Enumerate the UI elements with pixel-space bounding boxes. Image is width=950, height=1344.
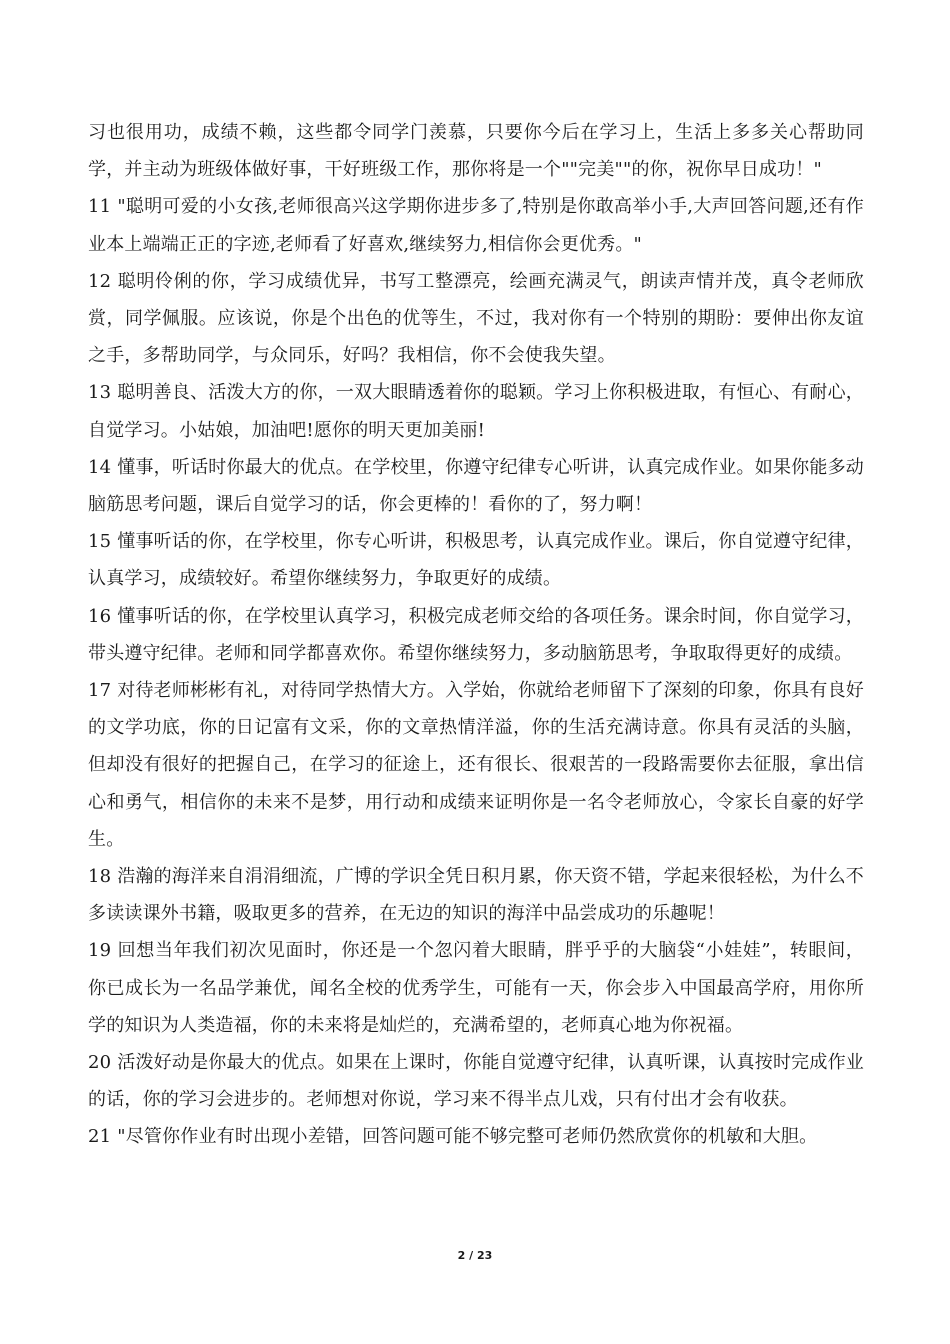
paragraph-11: 11 "聪明可爱的小女孩,老师很高兴这学期你进步多了,特别是你敢高举小手,大声回答问题,还有作业本上端端正正的字迹,老师看了好喜欢,继续努力,相信你会更优秀。" xyxy=(88,196,864,255)
document-body xyxy=(88,114,864,1156)
paragraph-16: 16 懂事听话的你，在学校里认真学习，积极完成老师交给的各项任务。课余时间，你自觉学习，带头遵守纪律。老师和同学都喜欢你。希望你继续努力，多动脑筋思考，争取取得更好的成绩。 xyxy=(88,605,864,664)
paragraph-13: 13 聪明善良、活泼大方的你，一双大眼睛透着你的聪颖。学习上你积极进取，有恒心、有耐心，自觉学习。小姑娘，加油吧!愿你的明天更加美丽! xyxy=(88,382,864,441)
paragraph-21: 21 "尽管你作业有时出现小差错，回答问题可能不够完整可老师仍然欣赏你的机敏和大胆。 xyxy=(88,1126,818,1148)
paragraph-12: 12 聪明伶俐的你，学习成绩优异，书写工整漂亮，绘画充满灵气，朗读声情并茂，真令老师欣赏，同学佩服。应该说，你是个出色的优等生，不过，我对你有一个特别的期盼：要伸出你友谊之手，多帮助同学，与众同乐，好吗？我相信，你不会使我失望。 xyxy=(88,270,864,367)
paragraph-19: 19 回想当年我们初次见面时，你还是一个忽闪着大眼睛，胖乎乎的大脑袋“小娃娃”，转眼间，你已成长为一名品学兼优，闻名全校的优秀学生，可能有一天，你会步入中国最高学府，用你所学的知识为人类造福，你的未来将是灿烂的，充满希望的，老师真心地为你祝福。 xyxy=(88,940,864,1036)
paragraph-20: 20 活泼好动是你最大的优点。如果在上课时，你能自觉遵守纪律，认真听课，认真按时完成作业的话，你的学习会进步的。老师想对你说，学习来不得半点儿戏，只有付出才会有收获。 xyxy=(88,1052,864,1111)
paragraph-17: 17 对待老师彬彬有礼，对待同学热情大方。入学始，你就给老师留下了深刻的印象，你具有良好的文学功底，你的日记富有文采，你的文章热情洋溢，你的生活充满诗意。你具有灵活的头脑，但却没有很好的把握自己，在学习的征途上，还有很长、很艰苦的一段路需要你去征服，拿出信心和勇气，相信你的未来不是梦，用行动和成绩来证明你是一名令老师放心，令家长自豪的好学生。 xyxy=(88,680,864,850)
paragraph-18: 18 浩瀚的海洋来自涓涓细流，广博的学识全凭日积月累，你天资不错，学起来很轻松，为什么不多读读课外书籍，吸取更多的营养，在无边的知识的海洋中品尝成功的乐趣呢！ xyxy=(88,866,864,925)
paragraph-continuation: 习也很用功，成绩不赖，这些都令同学门羡慕，只要你今后在学习上，生活上多多关心帮助同学，并主动为班级体做好事，干好班级工作，那你将是一个""完美""的你，祝你早日成功！" xyxy=(88,122,864,181)
paragraph-15: 15 懂事听话的你，在学校里，你专心听讲，积极思考，认真完成作业。课后，你自觉遵守纪律，认真学习，成绩较好。希望你继续努力，争取更好的成绩。 xyxy=(88,531,864,590)
page-number: 2 / 23 xyxy=(457,1249,493,1262)
paragraph-14: 14 懂事，听话时你最大的优点。在学校里，你遵守纪律专心听讲，认真完成作业。如果你能多动脑筋思考问题，课后自觉学习的话，你会更棒的！看你的了，努力啊！ xyxy=(88,456,864,516)
